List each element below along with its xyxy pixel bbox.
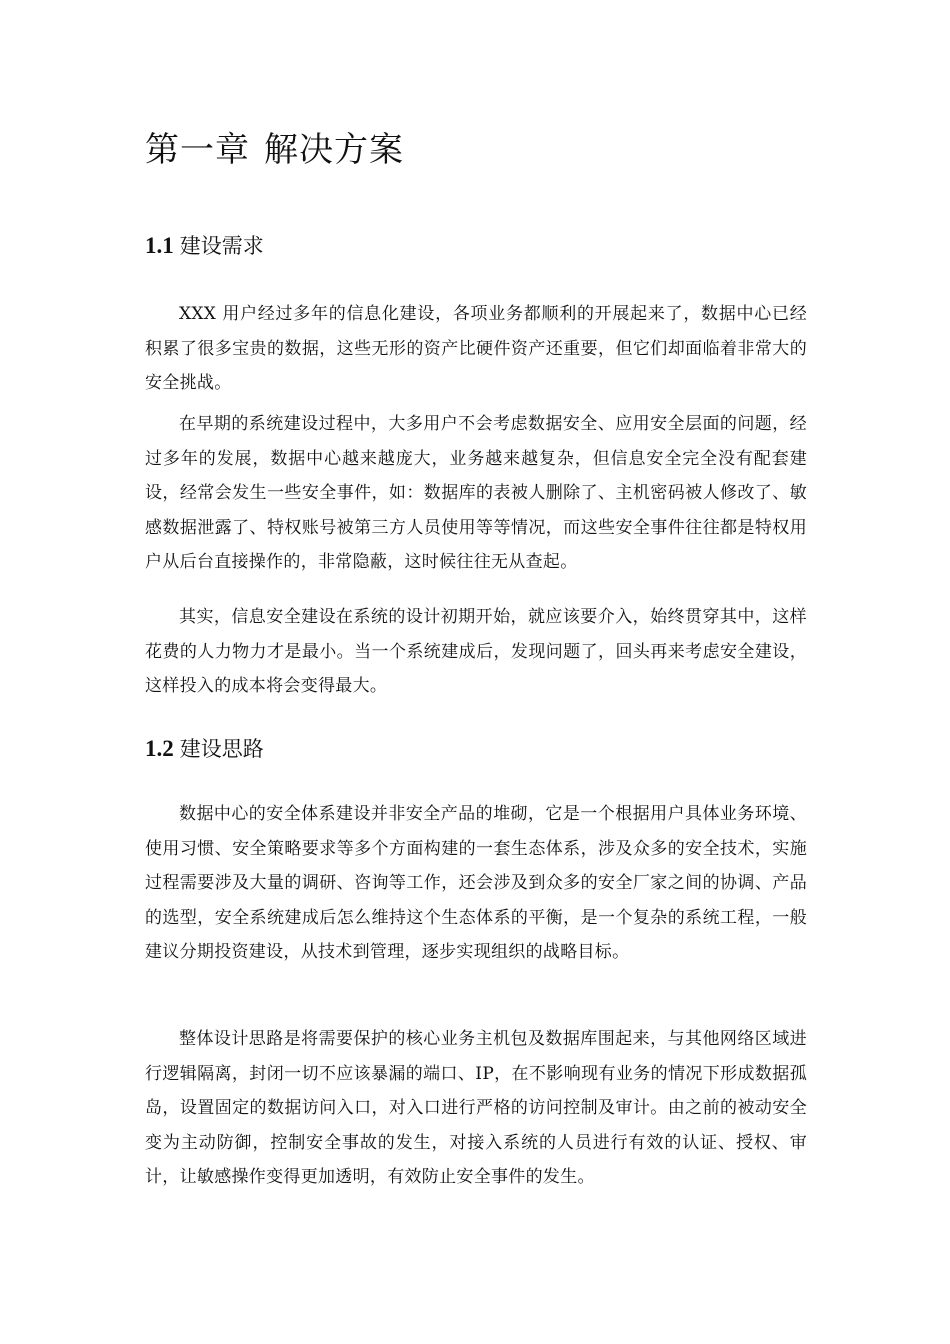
- section-number: 1.1: [145, 233, 174, 258]
- section-heading-1-2: [145, 733, 264, 763]
- chapter-title: [145, 122, 404, 171]
- paragraph: 整体设计思路是将需要保护的核心业务主机包及数据库围起来，与其他网络区域进行逻辑隔离，封闭一切不应该暴漏的端口、IP，在不影响现有业务的情况下形成数据孤岛，设置固定的数据访问入口，对入口进行严格的访问控制及审计。由之前的被动安全变为主动防御，控制安全事故的发生，对接入系统的人员进行有效的认证、授权、审计，让敏感操作变得更加透明，有效防止安全事件的发生。: [145, 1029, 807, 1187]
- paragraph: 在早期的系统建设过程中，大多用户不会考虑数据安全、应用安全层面的问题，经过多年的发展，数据中心越来越庞大，业务越来越复杂，但信息安全完全没有配套建设，经常会发生一些安全事件，如：数据库的表被人删除了、主机密码被人修改了、敏感数据泄露了、特权账号被第三方人员使用等等情况，而这些安全事件往往都是特权用户从后台直接操作的，非常隐蔽，这时候往往无从查起。: [145, 414, 807, 572]
- chapter-number: 第一章: [145, 130, 250, 170]
- paragraph: 其实，信息安全建设在系统的设计初期开始，就应该要介入，始终贯穿其中，这样花费的人力物力才是最小。当一个系统建成后，发现问题了，回头再来考虑安全建设，这样投入的成本将会变得最大。: [145, 607, 807, 696]
- chapter-name: 解决方案: [264, 130, 404, 170]
- section-title: 建设思路: [179, 737, 264, 761]
- section-number: 1.2: [145, 736, 174, 761]
- section-heading-1-1: [145, 230, 264, 260]
- section-title: 建设需求: [179, 234, 264, 258]
- paragraph: XXX 用户经过多年的信息化建设，各项业务都顺利的开展起来了，数据中心已经积累了很多宝贵的数据，这些无形的资产比硬件资产还重要，但它们却面临着非常大的安全挑战。: [145, 304, 807, 393]
- paragraph: 数据中心的安全体系建设并非安全产品的堆砌，它是一个根据用户具体业务环境、使用习惯、安全策略要求等多个方面构建的一套生态体系，涉及众多的安全技术，实施过程需要涉及大量的调研、咨询等工作，还会涉及到众多的安全厂家之间的协调、产品的选型，安全系统建成后怎么维持这个生态体系的平衡，是一个复杂的系统工程，一般建议分期投资建设，从技术到管理，逐步实现组织的战略目标。: [145, 804, 807, 962]
